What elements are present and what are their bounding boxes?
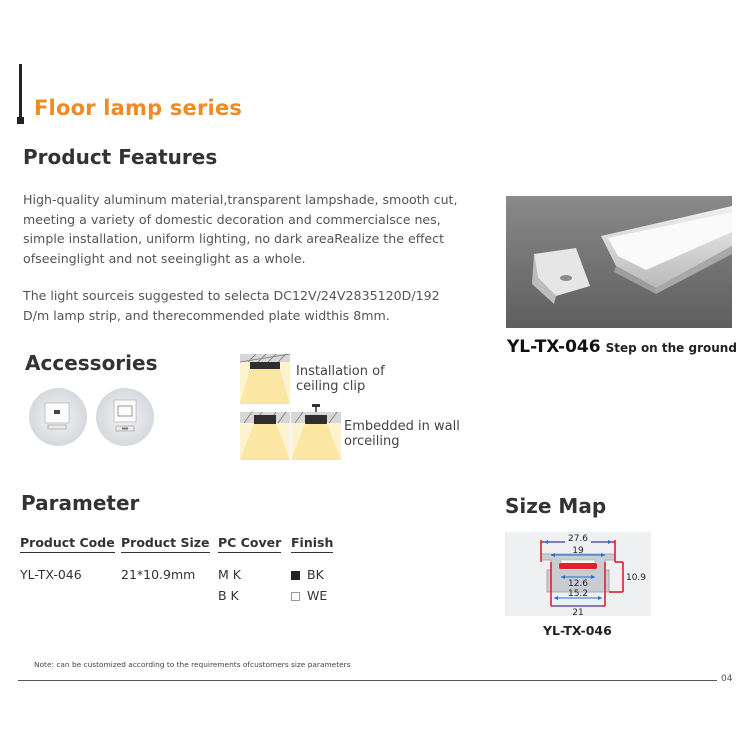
cell-finish-2 — [291, 588, 327, 603]
page-number: 04 — [721, 674, 733, 684]
header-pc-cover: PC Cover — [218, 535, 281, 553]
dim-21: 21 — [572, 608, 584, 616]
dim-10-9: 10.9 — [625, 573, 647, 583]
cell-product-code: YL-TX-046 — [20, 567, 82, 582]
cell-product-size: 21*10.9mm — [121, 567, 196, 582]
header-product-size: Product Size — [121, 535, 210, 553]
size-map-heading: Size Map — [505, 494, 607, 518]
footer-note: Note: can be customized according to the requirements ofcustomers size parameters — [34, 660, 351, 669]
ceiling-clip-install-icon — [240, 354, 290, 404]
black-swatch-icon — [291, 571, 300, 580]
parameter-heading: Parameter — [21, 491, 140, 515]
white-swatch-icon — [291, 592, 300, 601]
features-paragraph-2: The light sourceis suggested to selecta DC12V/24V2835120D/192 D/m lamp strip, and therecommended plate widthis 8mm. — [23, 288, 440, 323]
header-product-code: Product Code — [20, 535, 115, 553]
embedded-install-label: Embedded in wall orceiling — [344, 419, 460, 449]
cell-finish-1 — [291, 567, 324, 582]
dim-15-2: 15.2 — [567, 589, 589, 599]
embedded-wall-install-icon — [240, 412, 290, 460]
header-finish: Finish — [291, 535, 333, 553]
features-paragraph-1: High-quality aluminum material,transparent lampshade, smooth cut, meeting a variety of domestic decoration and commercialsce nes, simple installation, uniform lighting, no dark areaRealize the effect ofseeinglight and not seeinglight as a whole. — [23, 192, 458, 266]
product-photo-caption — [507, 337, 737, 357]
size-map-diagram — [505, 532, 651, 616]
finish-white-label: WE — [307, 588, 328, 603]
finish-black-label: BK — [307, 567, 324, 582]
embedded-ceiling-install-icon — [291, 404, 341, 460]
dim-27-6: 27.6 — [567, 534, 589, 544]
accessory-end-cap-image — [29, 388, 87, 446]
header-accent-bar-tip — [17, 117, 24, 124]
dim-12-6: 12.6 — [567, 579, 589, 589]
accessory-ceiling-clip-image — [96, 388, 154, 446]
accessories-heading: Accessories — [25, 351, 158, 375]
product-photo-model: YL-TX-046 — [507, 337, 601, 357]
footer-divider — [18, 680, 717, 681]
dim-19: 19 — [572, 546, 584, 556]
product-photo-subtitle: Step on the ground — [605, 341, 737, 355]
size-map-caption: YL-TX-046 — [543, 623, 612, 638]
header-accent-bar — [19, 64, 22, 122]
product-photo — [506, 196, 732, 328]
ceiling-clip-install-label: Installation of ceiling clip — [296, 364, 385, 394]
series-title: Floor lamp series — [34, 96, 243, 120]
product-features-heading: Product Features — [23, 145, 218, 169]
cell-pc-cover-1: M K — [218, 567, 241, 582]
cell-pc-cover-2: B K — [218, 588, 239, 603]
